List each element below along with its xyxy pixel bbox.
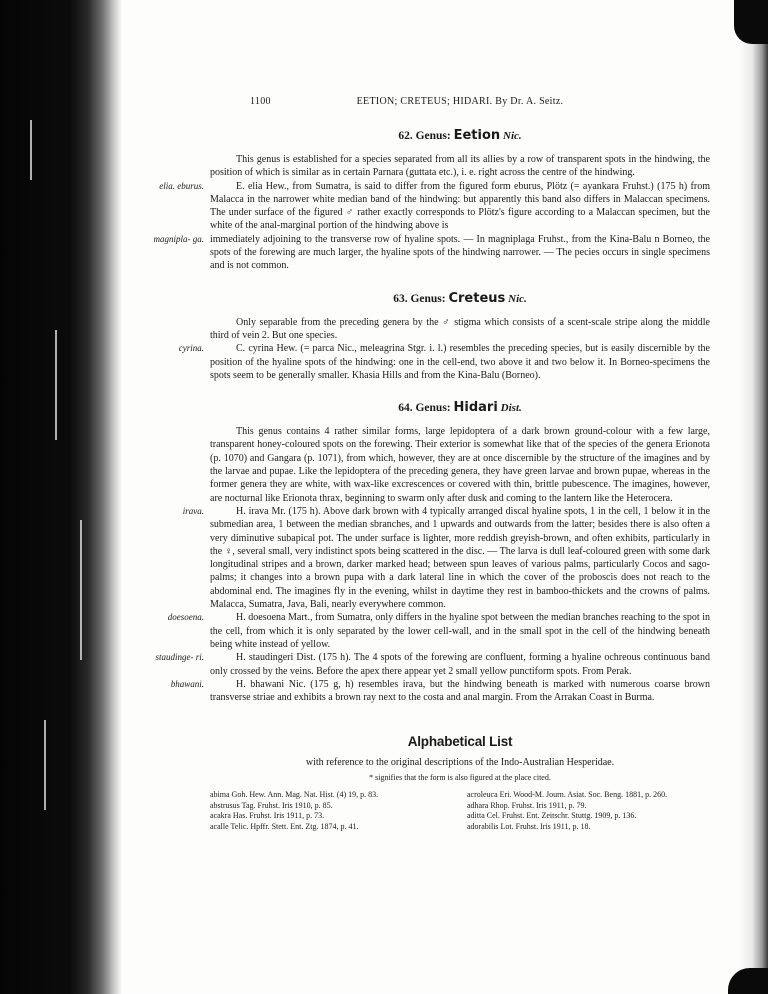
species-entry [153, 233, 710, 273]
list-subtitle: with reference to the original descriptions of the Indo-Australian Hesperidae. [305, 757, 615, 769]
margin-label: elia. eburus. [159, 180, 204, 191]
list-column-right [467, 790, 710, 832]
genus-heading [210, 400, 710, 415]
scan-artifact [80, 520, 82, 660]
species-text: H. staudingeri Dist. (175 h). The 4 spots of the forewing are confluent, forming a hyaline ochreous continuous band only crossed by the veins. Before the apex there appear yet 2 small yellow punctiform spots. From Perak. [210, 652, 710, 677]
list-entry: adhara Rhop. Fruhst. Iris 1911, p. 79. [467, 800, 587, 810]
species-text: E. elia Hew., from Sumatra, is said to differ from the figured form eburus, Plötz (= ayankara Fruhst.) (175 h) from Malacca in the narrower white median band of the hindwing: but apparently this band also differs in Malaccan specimens. The under surface of the figured ♂ rather exactly corresponds to Plötz's figure according to a Malaccan specimen, but the white of the anal-marginal portion of the hindwing above is [210, 180, 710, 232]
list-columns [210, 790, 710, 832]
list-entry: acakra Has. Fruhst. Iris 1911, p. 73. [210, 811, 325, 821]
species-entry [182, 505, 710, 611]
species-text: immediately adjoining to the transverse row of hyaline spots. — In magniplaga Fruhst., from the Kina-Balu n Borneo, the spots of the forewing are much larger, the hyaline spots of the hindwing narrower. — The pecies occurs in single specimens and is not common. [210, 233, 710, 272]
species-text: H. doesoena Mart., from Sumatra, only differs in the hyaline spot between the median branches reaching to the spot in the cell, from which it is only separated by the lower cell-wall, and in the small spot in the cell of the hindwing beneath being white instead of yellow. [210, 612, 710, 650]
genus-section [155, 400, 710, 704]
genus-intro: This genus is established for a species separated from all its allies by a row of transparent spots in the hindwing, the position of which is similar as in certain Parnara (guttata etc.), i. e. right across the centre of the hindwing. [210, 154, 710, 179]
genus-author: Dist. [500, 402, 522, 415]
species-entry [170, 678, 710, 705]
species-text: C. cyrina Hew. (= parca Nic., meleagrina Stgr. i. l.) resembles the preceding species, but is easily discernible by the position of the hyaline spots of the hindwing: one in the cell-end, two above it and two below it. In Borneo-specimens the spots seem to be generally smaller. Khasia Hills and from the Kina-Balu (Borneo). [210, 343, 710, 381]
species-entry [159, 180, 710, 233]
genus-name: Creteus [448, 290, 506, 306]
list-entry: adorabilis Lot. Fruhst. Iris 1911, p. 18. [467, 821, 591, 831]
margin-label: bhawani. [170, 678, 204, 689]
list-entry: acalle Telic. Hpffr. Stett. Ent. Ztg. 1874, p. 41. [210, 821, 359, 831]
genus-author: Nic. [508, 292, 527, 305]
genus-intro: Only separable from the preceding genera by the ♂ stigma which consists of a scent-scale stripe along the middle third of vein 2. But one species. [210, 316, 710, 341]
species-entry [155, 651, 710, 678]
page-header [210, 96, 710, 114]
genus-section [178, 290, 710, 382]
margin-label: staudinge- ri. [155, 652, 204, 663]
page-number: 1100 [250, 96, 271, 107]
scan-artifact [55, 330, 57, 440]
genus-heading [210, 291, 710, 306]
genus-section [153, 128, 710, 273]
species-entry [167, 611, 710, 651]
list-entry: acroleuca Eri. Wood-M. Journ. Asiat. Soc. Beng. 1881, p. 260. [467, 790, 668, 800]
genus-name: Hidari [453, 400, 498, 416]
genus-number: 63. Genus: [393, 292, 446, 305]
list-entry: abstrusus Tag. Fruhst. Iris 1910, p. 85. [210, 800, 333, 810]
margin-label: cyrina. [178, 343, 204, 354]
margin-label: magnipla- ga. [153, 233, 204, 244]
genus-number: 62. Genus: [398, 130, 451, 142]
species-text: H. irava Mr. (175 h). Above dark brown with 4 typically arranged discal hyaline spots, 1 in the cell, 1 below it in the submedian area, 1 between the median sbranches, and 1 upwards and outwards from the latter; besides there is also often a very diminutive subapical pot. The under surface is lighter, more reddish greyish-brown, and often exhibits, particularly in the ♀, several small, very indistinct spots being scattered in the disc. — The larva is dull leaf-coloured green with some dark longitudinal stripes and a brown, darker marked head; between spun leaves of various palms, particularly Cocos and sago-palms; it changes into a brown pupa with a dark lateral line in which the cover of the proboscis does not reach to the abdominal end. The imagines fly in the evening, whilst in daytime they rest in bamboo-thickets and the crowns of palms. Malacca, Sumatra, Java, Bali, nearly everywhere common. [210, 505, 710, 611]
scan-artifact [30, 120, 32, 180]
scan-edge-shadow [738, 0, 768, 994]
genus-number: 64. Genus: [398, 402, 451, 415]
genus-intro: This genus contains 4 rather similar forms, large lepidoptera of a dark brown ground-colour with a few large, transparent honey-coloured spots on the forewing. Their exterior is somewhat like that of the species of the genera Erionota (p. 1070) and Gangara (p. 1071), from which, however, they are at once discernible by the structure of the imagines and by the larvae and pupae. Like the lepidoptera of the preceding genera, they have green larvae and brown pupae, whereas in the former genera they are white, with wax-like excrescences or covered with thin, brittle pubescence. The imagines, however, are nocturnal like Erionota thrax, beginning to swarm only after dusk and coming to the lantern like the Heterocera. [210, 426, 710, 504]
genus-heading [210, 128, 710, 143]
genus-name: Eetion [453, 128, 501, 143]
species-text: H. bhawani Nic. (175 g, h) resembles irava, but the hindwing beneath is marked with numerous coarse brown transverse striae and exhibits a brown ray next to the costa and anal margin. From the Arrakan Coast in Burma. [210, 678, 710, 704]
list-entry: aditta Cel. Fruhst. Ent. Zeitschr. Stuttg. 1909, p. 136. [467, 811, 637, 821]
scan-corner-shadow [734, 0, 768, 44]
alphabetical-list [210, 734, 710, 832]
scan-binding-shadow [0, 0, 122, 994]
list-note: * signifies that the form is also figured at the place cited. [369, 773, 551, 783]
margin-label: irava. [182, 505, 204, 516]
running-title: EETION; CRETEUS; HIDARI. By Dr. A. Seitz. [356, 96, 564, 107]
genus-author: Nic. [503, 130, 522, 142]
document-page [153, 96, 710, 832]
margin-label: doesoena. [167, 612, 204, 623]
list-title: Alphabetical List [407, 734, 513, 750]
list-column-left [210, 790, 453, 832]
species-entry [178, 342, 710, 382]
list-entry: abima Goh. Hew. Ann. Mag. Nat. Hist. (4) 19, p. 83. [210, 790, 379, 800]
scan-artifact [44, 720, 46, 810]
scan-corner-shadow [728, 968, 768, 994]
